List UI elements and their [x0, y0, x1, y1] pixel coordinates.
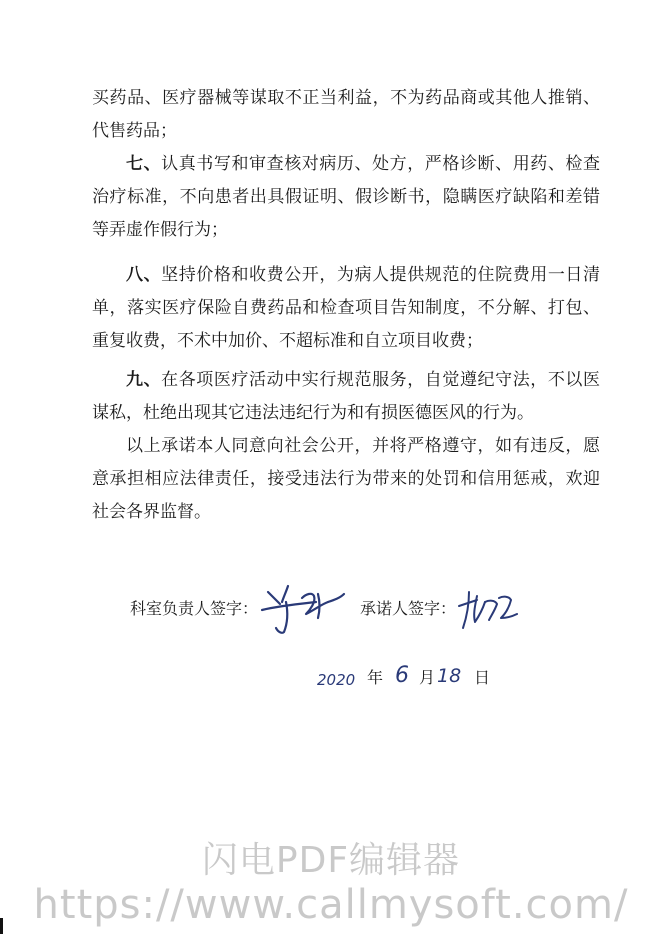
- date-year-unit: 年: [367, 668, 384, 687]
- date-month-unit: 月: [419, 668, 436, 687]
- dept-head-signature-label: 科室负责人签字：: [130, 599, 259, 618]
- scan-edge-mark: [0, 918, 3, 934]
- paragraph-text: 认真书写和审查核对病历、处方，严格诊断、用药、检查治疗标准，不向患者出具假证明、假诊断书，隐瞒医疗缺陷和差错等弄虚作假行为；: [92, 154, 601, 240]
- paragraph-text: 在各项医疗活动中实行规范服务，自觉遵纪守法，不以医谋私，杜绝出现其它违法违纪行为和有损医德医风的行为。: [92, 370, 601, 423]
- signature-row: [130, 594, 550, 634]
- date-day-handwritten: 18: [437, 665, 462, 687]
- paragraph-item-8: [92, 259, 600, 358]
- date-day-unit: 日: [474, 668, 491, 687]
- item-number: 七、: [126, 154, 162, 174]
- item-number: 九、: [126, 370, 162, 390]
- paragraph-text: 买药品、医疗器械等谋取不正当利益，不为药品商或其他人推销、代售药品；: [92, 88, 600, 141]
- date-month-handwritten: 6: [395, 663, 409, 688]
- paragraph-continued: [92, 82, 600, 148]
- paragraph-item-9: [92, 364, 600, 430]
- paragraph-closing: [92, 430, 600, 529]
- paragraph-text: 以上承诺本人同意向社会公开，并将严格遵守，如有违反，愿意承担相应法律责任，接受违法行为带来的处罚和信用惩戒，欢迎社会各界监督。: [92, 436, 600, 522]
- dept-head-signature-image: [258, 580, 348, 636]
- item-number: 八、: [126, 265, 162, 285]
- date-year-handwritten: 2020: [317, 671, 356, 689]
- signing-date: [315, 663, 515, 693]
- paragraph-text: 坚持价格和收费公开，为病人提供规范的住院费用一日清单，落实医疗保险自费药品和检查项目告知制度，不分解、打包、重复收费，不术中加价、不超标准和自立项目收费；: [92, 265, 601, 351]
- watermark-url: https://www.callmysoft.com/: [33, 882, 629, 928]
- watermark-title: 闪电PDF编辑器: [201, 840, 461, 881]
- promiser-signature-image: [455, 588, 519, 636]
- promiser-signature-label: 承诺人签字：: [360, 599, 457, 618]
- paragraph-item-7: [92, 148, 600, 247]
